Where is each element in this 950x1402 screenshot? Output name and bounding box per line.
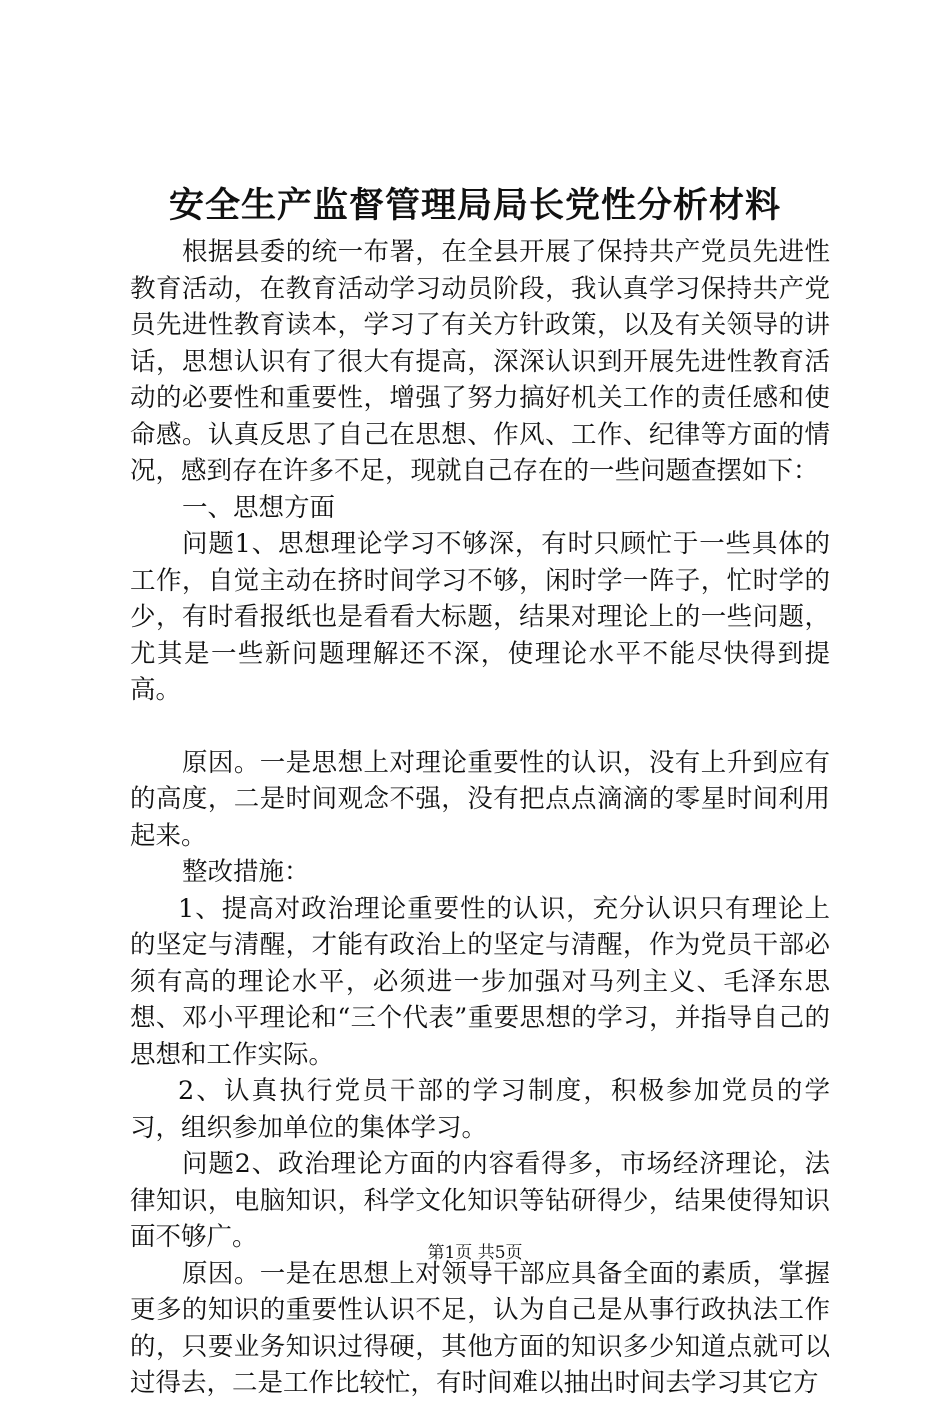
paragraph-cause-1: 原因。一是思想上对理论重要性的认识，没有上升到应有的高度，二是时间观念不强，没有把点点滴滴的零星时间利用起来。	[130, 747, 830, 851]
page-footer: 第1页 共5页	[427, 1243, 523, 1263]
paragraph-intro: 根据县委的统一布署，在全县开展了保持共产党员先进性教育活动，在教育活动学习动员阶段，我认真学习保持共产党员先进性教育读本，学习了有关方针政策，以及有关领导的讲话，思想认识有了很大有提高，深深认识到开展先进性教育活动的必要性和重要性，增强了努力搞好机关工作的责任感和使命感。认真反思了自己在思想、作风、工作、纪律等方面的情况，感到存在许多不足，现就自己存在的一些问题查摆如下：	[130, 237, 830, 486]
paragraph-cause-2: 原因。一是在思想上对领导干部应具备全面的素质，掌握更多的知识的重要性认识不足，认为自己是从事行政执法工作的，只要业务知识过得硬，其他方面的知识多少知道点就可以过得去，二是工作比较忙，有时间难以抽出时间去学习其它方	[130, 1258, 830, 1398]
paragraph-measure-2: 2、认真执行党员干部的学习制度，积极参加党员的学习，组织参加单位的集体学习。	[130, 1076, 830, 1143]
paragraph-measures-heading: 整改措施：	[182, 857, 310, 887]
paragraph-problem-1: 问题1、思想理论学习不够深，有时只顾忙于一些具体的工作，自觉主动在挤时间学习不够，闲时学一阵子，忙时学的少，有时看报纸也是看看大标题，结果对理论上的一些问题，尤其是一些新问题理解还不深，使理论水平不能尽快得到提高。	[130, 529, 830, 705]
document-body	[130, 234, 830, 1402]
paragraph-measure-1: 1、提高对政治理论重要性的认识，充分认识只有理论上的坚定与清醒，才能有政治上的坚定与清醒，作为党员干部必须有高的理论水平，必须进一步加强对马列主义、毛泽东思想、邓小平理论和“三个代表”重要思想的学习，并指导自己的思想和工作实际。	[130, 893, 830, 1070]
document-title: 安全生产监督管理局局长党性分析材料	[168, 185, 781, 226]
paragraph-spacer	[130, 709, 830, 745]
section-heading-thought: 一、思想方面	[182, 492, 336, 523]
paragraph-problem-2: 问题2、政治理论方面的内容看得多，市场经济理论，法律知识，电脑知识，科学文化知识等钻研得少，结果使得知识面不够广。	[130, 1149, 830, 1252]
